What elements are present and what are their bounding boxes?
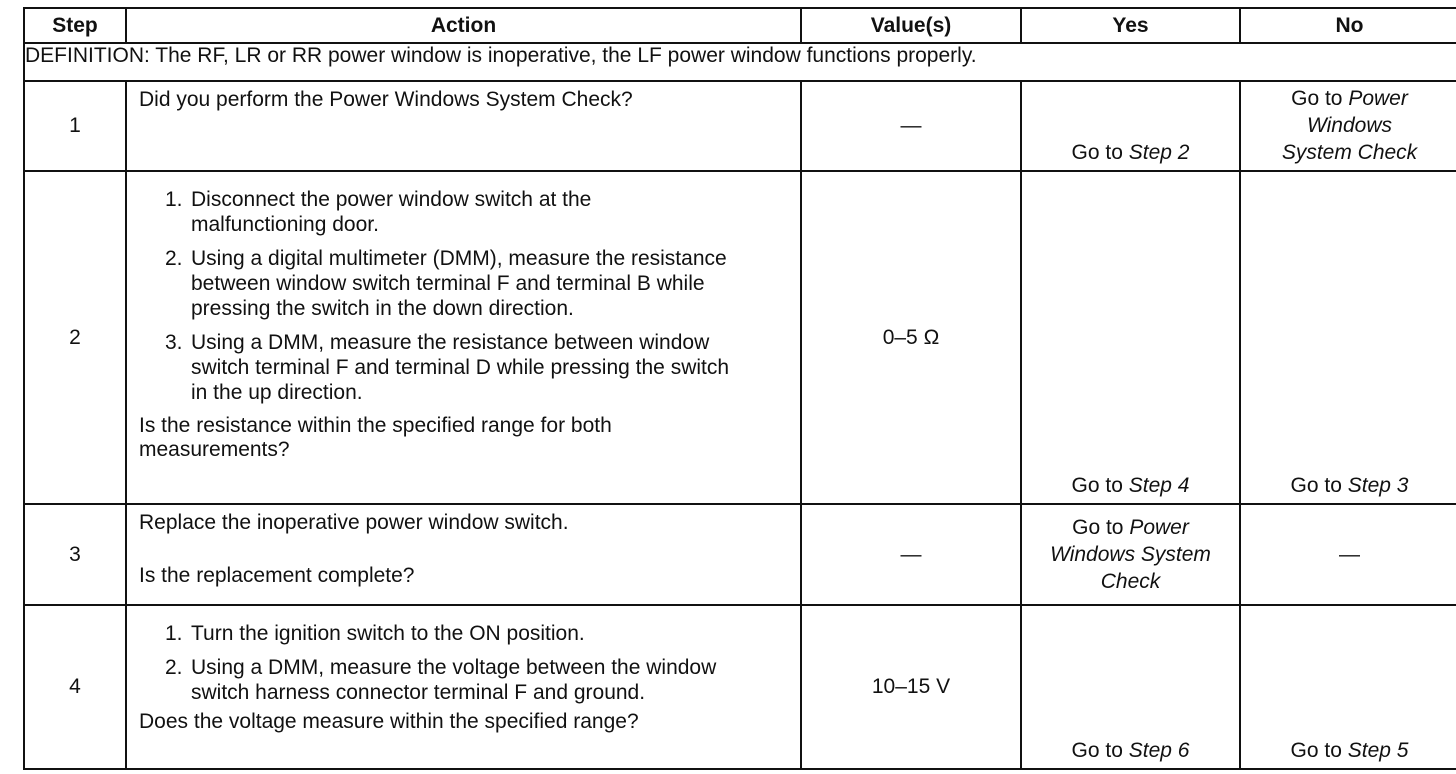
- list-item: 1. Disconnect the power window switch at the malfunctioning door.: [165, 188, 592, 236]
- action-question: Is the replacement complete?: [139, 564, 415, 587]
- action-question: Does the voltage measure within the specified range?: [139, 710, 639, 733]
- yes-prefix: Go to: [1071, 141, 1129, 164]
- header-no: No: [1240, 8, 1456, 43]
- diagnostic-table: [23, 7, 1456, 770]
- no-cell: [1240, 81, 1456, 171]
- definition-row: [24, 43, 1456, 81]
- value-cell: —: [801, 81, 1021, 171]
- yes-cell: Go to Step 4: [1021, 171, 1240, 504]
- table-row: [24, 504, 1456, 605]
- action-list: [139, 621, 788, 705]
- list-item: 1. Turn the ignition switch to the ON position.: [165, 622, 585, 645]
- no-link[interactable]: Step 5: [1347, 739, 1409, 762]
- step-number: 3: [24, 504, 126, 605]
- action-list: [139, 187, 788, 405]
- step-number: 2: [24, 171, 126, 504]
- action-instruction: Replace the inoperative power window switch.: [139, 511, 569, 534]
- action-cell: [126, 504, 801, 605]
- yes-link[interactable]: Step 4: [1128, 474, 1190, 497]
- no-cell: Go to Step 5: [1240, 605, 1456, 769]
- step-number: 4: [24, 605, 126, 769]
- header-step: Step: [24, 8, 126, 43]
- yes-cell: [1021, 81, 1240, 171]
- action-question: Did you perform the Power Windows System Check?: [139, 88, 633, 111]
- yes-link[interactable]: Step 6: [1128, 739, 1190, 762]
- definition-text: DEFINITION: The RF, LR or RR power window is inoperative, the LF power window functions properly.: [24, 43, 1456, 81]
- no-link[interactable]: Power Windows System Check: [1281, 87, 1418, 164]
- table-row: [24, 605, 1456, 769]
- value-cell: —: [801, 504, 1021, 605]
- no-link[interactable]: Step 3: [1347, 474, 1409, 497]
- yes-link[interactable]: Power Windows System Check: [1050, 516, 1211, 593]
- action-cell: [126, 605, 801, 769]
- header-action: Action: [126, 8, 801, 43]
- value-cell: 0–5 Ω: [801, 171, 1021, 504]
- no-prefix: Go to: [1291, 87, 1349, 110]
- header-row: [24, 8, 1456, 43]
- action-cell: [126, 81, 801, 171]
- no-cell: Go to Step 3: [1240, 171, 1456, 504]
- no-cell: —: [1240, 504, 1456, 605]
- list-item: 3. Using a DMM, measure the resistance between window switch terminal F and terminal D while pressing the switch in the up direction.: [165, 331, 730, 404]
- value-cell: 10–15 V: [801, 605, 1021, 769]
- yes-cell: Go to Power Windows System Check: [1021, 504, 1240, 605]
- list-item: 2. Using a digital multimeter (DMM), measure the resistance between window switch terminal F and terminal B while pressing the switch in the down direction.: [165, 247, 727, 320]
- action-cell: [126, 171, 801, 504]
- step-number: 1: [24, 81, 126, 171]
- yes-link[interactable]: Step 2: [1128, 141, 1190, 164]
- header-yes: Yes: [1021, 8, 1240, 43]
- table-row: [24, 81, 1456, 171]
- list-item: 2. Using a DMM, measure the voltage between the window switch harness connector terminal F and ground.: [165, 656, 717, 704]
- header-values: Value(s): [801, 8, 1021, 43]
- table-row: [24, 171, 1456, 504]
- yes-cell: Go to Step 6: [1021, 605, 1240, 769]
- action-question: Is the resistance within the specified range for both measurements?: [139, 414, 612, 461]
